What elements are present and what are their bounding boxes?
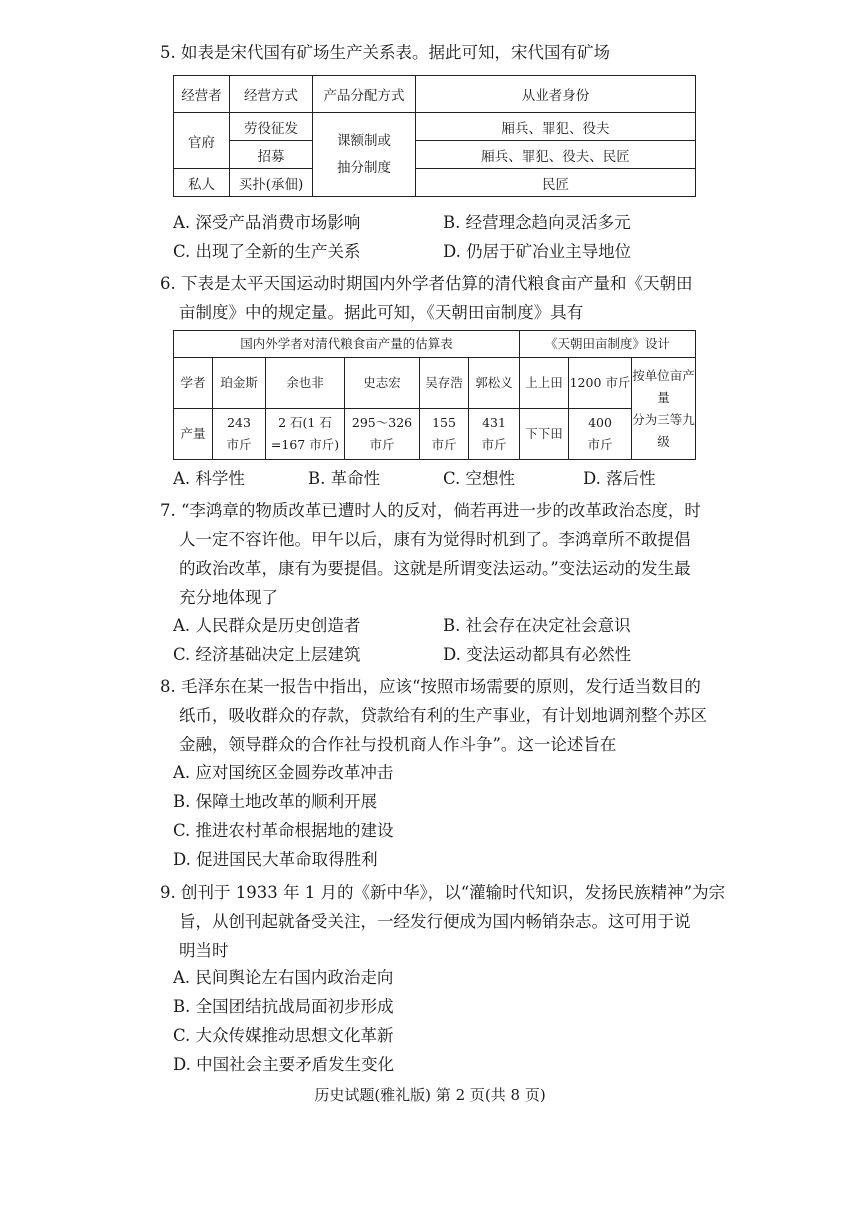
- distribution-line-2: 抽分制度: [337, 159, 391, 176]
- question-8-stem-line-1: 8. 毛泽东在某一报告中指出，应该“按照市场需要的原则，发行适当数目的: [160, 677, 701, 696]
- scholar-2: 余也非: [266, 358, 345, 409]
- scholar-4: 吴存浩: [420, 358, 469, 409]
- question-9-stem: [160, 878, 726, 965]
- question-7-stem-line-2: 人一定不容许他。甲午以后，康有为觉得时机到了。李鸿章所不敢提倡: [179, 530, 691, 549]
- question-7-stem-line-1: 7. “李鸿章的物质改革已遭时人的反对，倘若再进一步的改革政治态度，时: [160, 501, 701, 520]
- scholar-3: 史志宏: [345, 358, 420, 409]
- q5-option-c[interactable]: C. 出现了全新的生产关系: [173, 242, 361, 261]
- question-6-table: [173, 330, 696, 460]
- grade-note-line-2: 分为三等九级: [632, 411, 695, 449]
- q5-option-a[interactable]: A. 深受产品消费市场影响: [173, 213, 361, 232]
- q6-option-b[interactable]: B. 革命性: [308, 469, 381, 488]
- lower-value-number: 400: [588, 415, 612, 430]
- q9-option-a[interactable]: A. 民间舆论左右国内政治走向: [173, 968, 394, 987]
- question-5-stem: [160, 38, 700, 67]
- output-2-unit: =167 市斤): [270, 437, 340, 452]
- output-3-value: 295～326: [351, 415, 413, 430]
- q5-option-d[interactable]: D. 仍居于矿冶业主导地位: [443, 242, 632, 261]
- q8-option-a[interactable]: A. 应对国统区金圆券改革冲击: [173, 763, 394, 782]
- header-operator: 经营者: [174, 76, 230, 113]
- header-method: 经营方式: [230, 76, 313, 113]
- lower-value-unit: 市斤: [587, 437, 613, 452]
- output-1-value: 243: [227, 415, 251, 430]
- cell-distribution: [313, 113, 416, 197]
- question-5-stem-text: 5. 如表是宋代国有矿场生产关系表。据此可知，宋代国有矿场: [160, 43, 610, 62]
- question-9-stem-line-3: 明当时: [179, 941, 229, 960]
- label-scholar: 学者: [174, 358, 213, 409]
- q7-option-a[interactable]: A. 人民群众是历史创造者: [173, 616, 361, 635]
- header-workers: 从业者身份: [416, 76, 696, 113]
- output-2: [266, 409, 345, 460]
- question-8-stem-line-2: 纸币，吸收群众的存款，贷款给有利的生产事业，有计划地调剂整个苏区: [179, 706, 707, 725]
- question-9-stem-line-1: 9. 创刊于 1933 年 1 月的《新中华》，以“灌输时代知识，发扬民族精神”为宗: [160, 883, 726, 902]
- cell-government: 官府: [174, 113, 230, 169]
- lower-field-label: 下下田: [520, 409, 569, 460]
- q7-option-c[interactable]: C. 经济基础决定上层建筑: [173, 645, 361, 664]
- q7-option-d[interactable]: D. 变法运动都具有必然性: [443, 645, 632, 664]
- output-2-value: 2 石(1 石: [278, 415, 332, 430]
- q9-option-c[interactable]: C. 大众传媒推动思想文化革新: [173, 1026, 394, 1045]
- scholar-1: 珀金斯: [213, 358, 266, 409]
- distribution-line-1: 课额制或: [337, 132, 391, 149]
- q8-option-b[interactable]: B. 保障土地改革的顺利开展: [173, 792, 378, 811]
- q5-option-b[interactable]: B. 经营理念趋向灵活多元: [443, 213, 631, 232]
- question-6-stem-line-1: 6. 下表是太平天国运动时期国内外学者估算的清代粮食亩产量和《天朝田: [160, 274, 693, 293]
- grade-note-line-1: 按单位亩产量: [632, 367, 695, 405]
- question-8-stem: [160, 672, 707, 759]
- q9-option-d[interactable]: D. 中国社会主要矛盾发生变化: [173, 1055, 395, 1074]
- right-table-title: 《天朝田亩制度》设计: [520, 331, 696, 358]
- q8-option-c[interactable]: C. 推进农村革命根据地的建设: [173, 821, 394, 840]
- output-3: [345, 409, 420, 460]
- cell-workers-3: 民匠: [416, 169, 696, 197]
- question-5-table: [173, 75, 696, 197]
- question-8-stem-line-3: 金融，领导群众的合作社与投机商人作斗争”。这一论述旨在: [179, 735, 617, 754]
- left-table-title: 国内外学者对清代粮食亩产量的估算表: [174, 331, 520, 358]
- upper-field-value: 1200 市斤: [569, 358, 632, 409]
- output-4-value: 155: [432, 415, 456, 430]
- output-5-unit: 市斤: [481, 437, 507, 452]
- cell-method-recruit: 招募: [230, 141, 313, 169]
- output-1: [213, 409, 266, 460]
- output-1-unit: 市斤: [226, 437, 252, 452]
- q9-option-b[interactable]: B. 全国团结抗战局面初步形成: [173, 997, 394, 1016]
- cell-workers-1: 厢兵、罪犯、役夫: [416, 113, 696, 141]
- output-4-unit: 市斤: [431, 437, 457, 452]
- page-footer: 历史试题(雅礼版) 第 2 页(共 8 页): [314, 1086, 546, 1104]
- q6-option-a[interactable]: A. 科学性: [173, 469, 245, 488]
- label-output: 产量: [174, 409, 213, 460]
- cell-method-contract: 买扑(承佃): [230, 169, 313, 197]
- question-6-stem-line-2: 亩制度》中的规定量。据此可知，《天朝田亩制度》具有: [179, 303, 584, 322]
- output-5: [469, 409, 520, 460]
- cell-workers-2: 厢兵、罪犯、役夫、民匠: [416, 141, 696, 169]
- question-7-stem-line-3: 的政治改革，康有为要提倡。这就是所谓变法运动。”变法运动的发生最: [179, 559, 691, 578]
- grade-note: [632, 358, 696, 460]
- q6-option-c[interactable]: C. 空想性: [443, 469, 516, 488]
- scholar-5: 郭松义: [469, 358, 520, 409]
- question-7-stem: [160, 496, 700, 612]
- cell-private: 私人: [174, 169, 230, 197]
- q7-option-b[interactable]: B. 社会存在决定社会意识: [443, 616, 631, 635]
- question-9-stem-line-2: 旨，从创刊起就备受关注，一经发行便成为国内畅销杂志。这可用于说: [179, 912, 691, 931]
- question-7-stem-line-4: 充分地体现了: [179, 588, 278, 607]
- q8-option-d[interactable]: D. 促进国民大革命取得胜利: [173, 850, 378, 869]
- header-distribution: 产品分配方式: [313, 76, 416, 113]
- output-3-unit: 市斤: [369, 437, 395, 452]
- output-5-value: 431: [482, 415, 506, 430]
- output-4: [420, 409, 469, 460]
- question-6-stem: [160, 269, 700, 327]
- upper-field-label: 上上田: [520, 358, 569, 409]
- cell-method-corvee: 劳役征发: [230, 113, 313, 141]
- lower-field-value: [569, 409, 632, 460]
- q6-option-d[interactable]: D. 落后性: [583, 469, 656, 488]
